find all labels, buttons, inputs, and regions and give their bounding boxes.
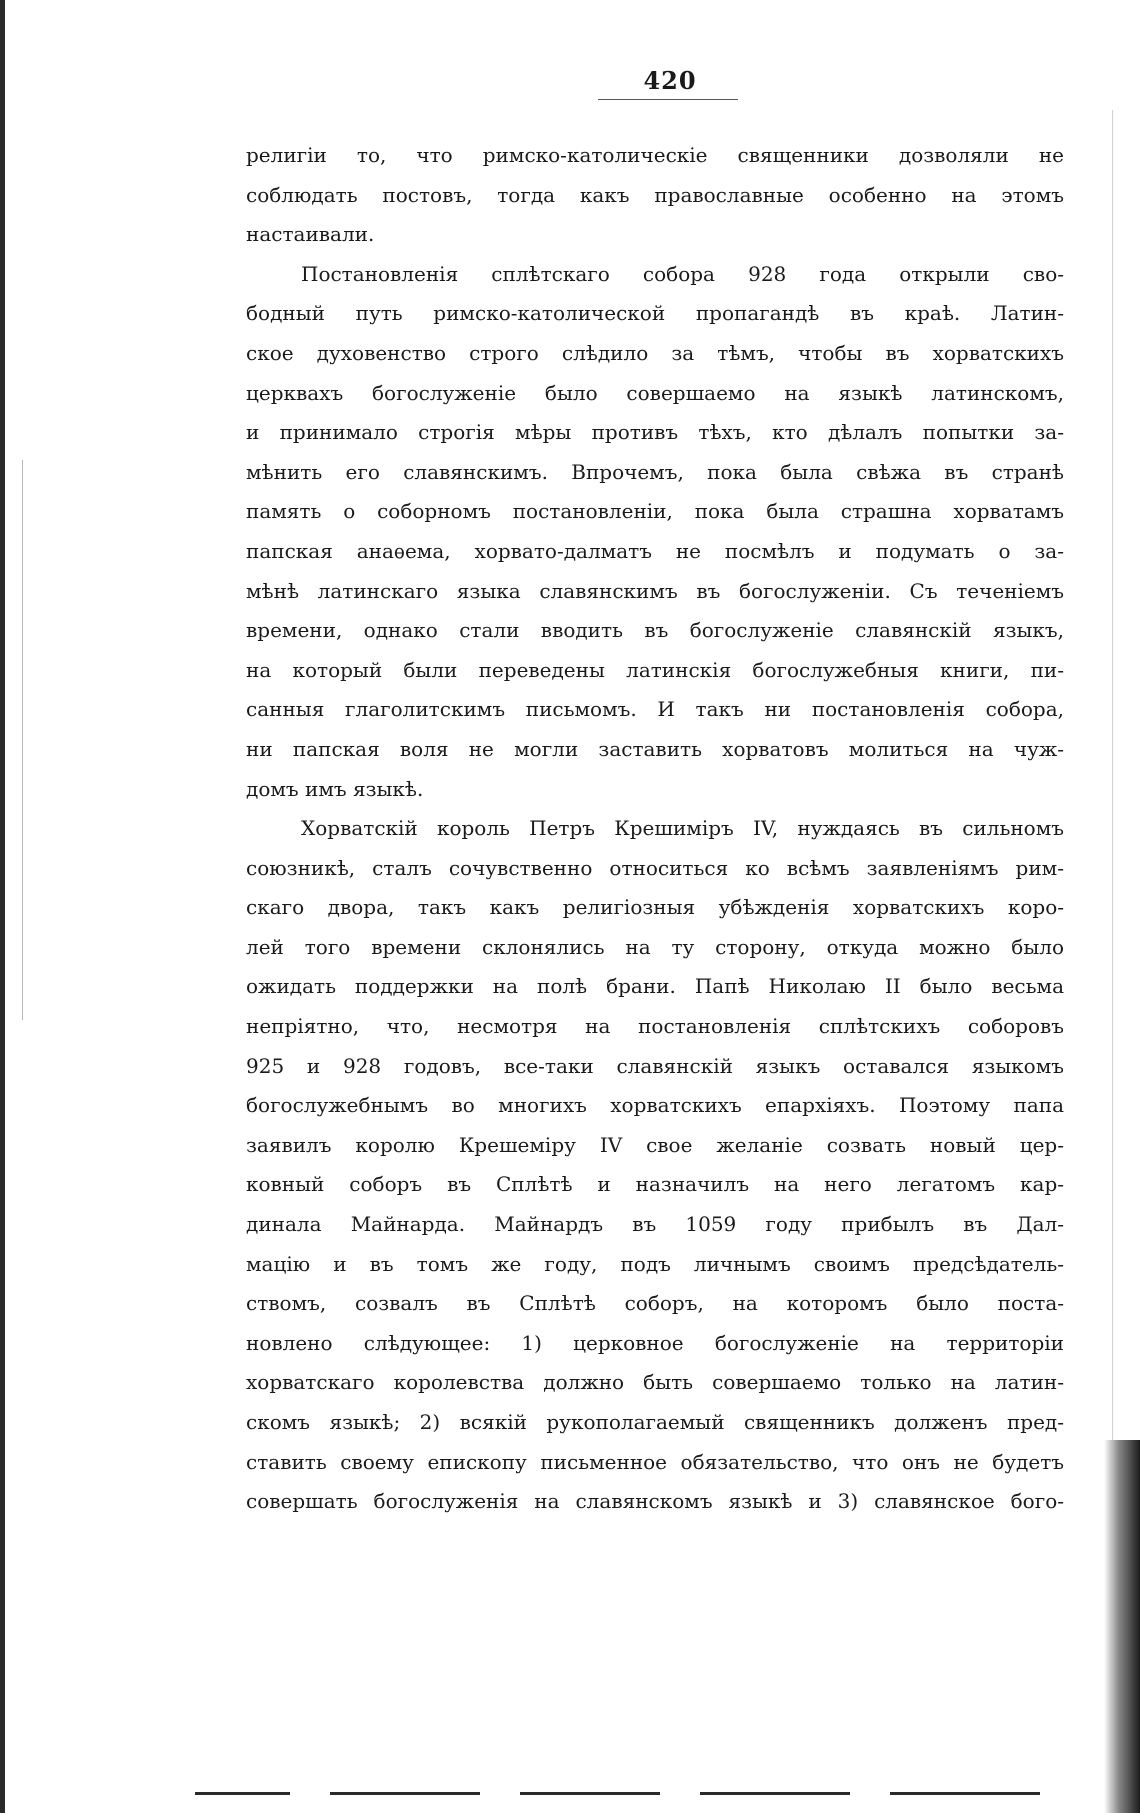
text-line: 925 и 928 годовъ, все-таки славянскій языкъ оставался языкомъ: [246, 1053, 1064, 1078]
text-line: времени, однако стали вводить въ богослуженіе славянскій языкъ,: [246, 618, 1064, 643]
scan-bottom-rule: [330, 1792, 480, 1795]
scan-left-mark: [22, 460, 23, 1020]
text-line: религіи то, что римско-католическіе священники дозволяли не: [246, 143, 1064, 167]
text-line: память о соборномъ постановленіи, пока была страшна хорватамъ: [246, 499, 1064, 524]
page-number: 420: [643, 66, 697, 95]
text-line: новлено слѣдующее: 1) церковное богослуженіе на территоріи: [246, 1330, 1064, 1355]
text-line: Хорватскій король Петръ Крешиміръ IV, нуждаясь въ сильномъ: [301, 816, 1064, 841]
text-line: мѣнѣ латинскаго языка славянскимъ въ богослуженіи. Съ теченіемъ: [246, 578, 1064, 603]
text-line: домъ имъ языкѣ.: [246, 776, 424, 801]
text-line: ствомъ, созвалъ въ Сплѣтѣ соборъ, на которомъ было поста-: [246, 1291, 1064, 1316]
text-line: заявилъ королю Крешеміру IV свое желаніе созвать новый цер-: [246, 1132, 1064, 1157]
text-line: ковный соборъ въ Сплѣтѣ и назначилъ на него легатомъ кар-: [246, 1172, 1064, 1197]
text-line: ское духовенство строго слѣдило за тѣмъ, чтобы въ хорватскихъ: [246, 340, 1064, 365]
text-line: соблюдать постовъ, тогда какъ православные особенно на этомъ: [246, 182, 1064, 207]
text-line: хорватскаго королевства должно быть совершаемо только на латин-: [246, 1370, 1064, 1395]
scan-left-edge: [0, 0, 5, 1813]
text-line: ставить своему епископу письменное обязательство, что онъ не будетъ: [246, 1449, 1064, 1474]
text-line: непріятно, что, несмотря на постановленія сплѣтскихъ соборовъ: [246, 1014, 1064, 1039]
scan-bottom-rule: [890, 1792, 1040, 1795]
text-line: лей того времени склонялись на ту сторону, откуда можно было: [246, 934, 1064, 959]
text-line: Постановленія сплѣтскаго собора 928 года открыли сво-: [301, 261, 1064, 286]
scan-right-shadow: [1104, 1440, 1140, 1813]
text-line: ожидать поддержки на полѣ брани. Папѣ Николаю II было весьма: [246, 974, 1064, 999]
text-line: санныя глаголитскимъ письмомъ. И такъ ни постановленія собора,: [246, 697, 1064, 722]
scan-bottom-rule: [700, 1792, 850, 1795]
text-line: скомъ языкѣ; 2) всякій рукополагаемый священникъ долженъ пред-: [246, 1410, 1064, 1434]
scan-right-edge: [1112, 110, 1113, 1470]
text-line: мѣнить его славянскимъ. Впрочемъ, пока была свѣжа въ странѣ: [246, 459, 1064, 484]
text-line: ни папская воля не могли заставить хорватовъ молиться на чуж-: [246, 736, 1064, 761]
text-line: церквахъ богослуженіе было совершаемо на языкѣ латинскомъ,: [246, 380, 1064, 405]
text-line: динала Майнарда. Майнардъ въ 1059 году прибылъ въ Дал-: [246, 1212, 1064, 1237]
text-line: на который были переведены латинскія богослужебныя книги, пи-: [246, 657, 1064, 682]
text-line: богослужебнымъ во многихъ хорватскихъ епархіяхъ. Поэтому папа: [246, 1093, 1064, 1118]
page-number-rule: [598, 99, 738, 100]
text-line: совершать богослуженія на славянскомъ языкѣ и 3) славянское бого-: [246, 1489, 1064, 1514]
text-line: скаго двора, такъ какъ религіозныя убѣжденія хорватскихъ коро-: [246, 895, 1064, 920]
body-text: [246, 136, 1064, 1522]
text-line: союзникѣ, сталъ сочувственно относиться ко всѣмъ заявленіямъ рим-: [246, 855, 1064, 880]
text-line: мацію и въ томъ же году, подъ личнымъ своимъ предсѣдатель-: [246, 1251, 1064, 1276]
scan-bottom-rule: [520, 1792, 660, 1795]
text-line: настаивали.: [246, 222, 375, 247]
text-line: папская анаѳема, хорвато-далматъ не посмѣлъ и подумать о за-: [246, 538, 1064, 563]
scan-bottom-rule: [195, 1792, 290, 1795]
text-line: бодный путь римско-католической пропагандѣ въ краѣ. Латин-: [246, 301, 1064, 326]
text-line: и принимало строгія мѣры противъ тѣхъ, кто дѣлалъ попытки за-: [246, 420, 1064, 445]
